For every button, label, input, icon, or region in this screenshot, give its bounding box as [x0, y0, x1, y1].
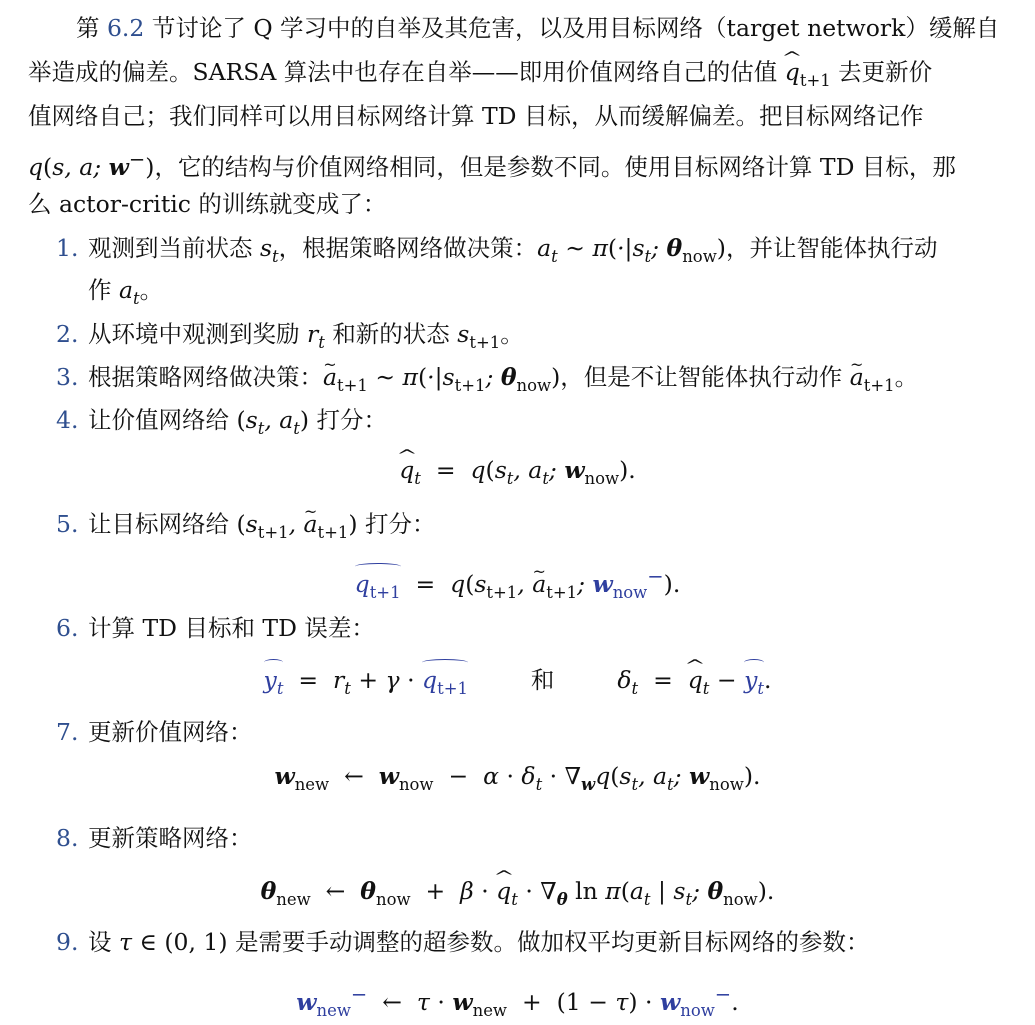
text: 打分：	[316, 406, 388, 434]
equation-qhat-target: $q_{t+1} = q(s_{t+1}$, ~ $a_{t+1}$; $w_{now}^-$).	[0, 554, 1035, 600]
math: ($s_{t+1}$, ~ $a_{t+1}$)	[236, 510, 357, 538]
math-qhat-t1: ^ $q_{t+1}$	[785, 58, 831, 86]
text: ，并让智能体执行动	[725, 234, 938, 262]
step-1	[0, 226, 1035, 270]
math-q-target: q(s, a; w−)	[28, 148, 155, 181]
text: 。	[500, 320, 524, 348]
step-number: 4.	[56, 406, 79, 434]
text: 让价值网络给	[88, 406, 229, 434]
section-ref-link[interactable]: 6.2	[106, 14, 145, 42]
step-number: 6.	[56, 614, 79, 642]
step-number: 9.	[56, 928, 79, 956]
intro-line-5	[0, 182, 1035, 226]
text: 去更新价	[838, 58, 933, 86]
math: ($s_t$, $a_t$)	[236, 406, 310, 438]
text: 根据策略网络做决策：	[88, 363, 323, 391]
text: 作	[88, 276, 112, 304]
text: 和	[530, 666, 555, 694]
text: 么 actor-critic 的训练就变成了：	[28, 190, 387, 218]
step-number: 3.	[56, 363, 79, 391]
text: 。	[894, 363, 919, 391]
step-number: 8.	[56, 824, 79, 852]
math: $s_{t+1}$	[457, 320, 501, 352]
step-8	[0, 816, 1035, 860]
step-2	[0, 312, 1035, 356]
math: $r_t$	[306, 320, 325, 352]
text: 打分：	[365, 510, 436, 538]
equation-td: $y_t = r_t + \gamma \cdot q_{t+1}$ 和 $\delta_t$ = ^ $q_t - y_t$.	[0, 657, 1035, 703]
equation-update-theta: $\theta_{new}$ ← $\theta_{now} + \beta$ · ^ $q_t \cdot \nabla_\theta$ $\ln \pi(a_t$ | $s_t$; $\theta_{now}$).	[0, 868, 1035, 914]
intro-line-3	[0, 94, 1035, 138]
intro-line-4	[0, 138, 1035, 182]
step-number: 2.	[56, 320, 79, 348]
equation-update-w: $w_{new}$ ← $w_{now} - \alpha \cdot \delta_t \cdot \nabla_wq(s_t$, $a_t$; $w_{now}$).	[274, 762, 761, 794]
step-number: 7.	[56, 718, 79, 746]
math: $a_t$	[118, 276, 140, 308]
step-5	[0, 502, 1035, 546]
step-7	[0, 710, 1035, 754]
text: 更新策略网络：	[88, 824, 253, 852]
step-number: 1.	[56, 234, 79, 262]
text: 举造成的偏差。SARSA 算法中也存在自举——即用价值网络自己的估值	[28, 58, 778, 86]
text: 。	[139, 276, 164, 304]
equation-qhat: ^ $q_t = q(s_t$, $a_t$; $w_{now}$).	[0, 447, 1035, 493]
text: 更新价值网络：	[88, 718, 253, 746]
step-6	[0, 606, 1035, 650]
math: τ ∈ (0, 1)	[118, 928, 228, 956]
text: 和新的状态	[332, 320, 450, 348]
math: ~ $a_{t+1}$ ∼ $\pi(\cdot|s_{t+1}$; $\theta_{now}$)	[323, 363, 560, 391]
text: 节讨论了 Q 学习中的自举及其危害，以及用目标网络（target network）缓解自	[151, 14, 1000, 42]
text: 观测到当前状态	[88, 234, 253, 262]
text: 从环境中观测到奖励	[88, 320, 300, 348]
text: 计算 TD 目标和 TD 误差：	[88, 614, 375, 642]
math: $s_t$	[259, 234, 279, 266]
text: ，但是不让智能体执行动作	[560, 363, 843, 391]
step-1-cont	[0, 268, 1035, 312]
text: ，根据策略网络做决策：	[278, 234, 538, 262]
intro-line-2	[0, 50, 1035, 94]
step-9	[0, 920, 1035, 964]
text: ，它的结构与价值网络相同，但是参数不同。使用目标网络计算 TD 目标，那	[154, 152, 956, 181]
step-4	[0, 398, 1035, 442]
text: 设	[88, 928, 112, 956]
text: 值网络自己；我们同样可以用目标网络计算 TD 目标，从而缓解偏差。把目标网络记作	[28, 102, 924, 130]
text: 是需要手动调整的超参数。做加权平均更新目标网络的参数：	[235, 928, 870, 956]
math: $a_t$ ∼ $\pi(\cdot|s_t$; $\theta_{now}$)	[537, 234, 726, 266]
equation-update-target: $w_{new}^-$ ← $\tau \cdot w_{new} + (1 - \tau) \cdot w_{now}^-$.	[296, 983, 739, 1020]
intro-line-1	[0, 6, 1035, 50]
text: 第	[76, 14, 100, 42]
step-number: 5.	[56, 510, 79, 538]
step-3	[0, 355, 1035, 399]
text: 让目标网络给	[88, 510, 229, 538]
math: ~ $a_{t+1}$	[850, 363, 895, 391]
